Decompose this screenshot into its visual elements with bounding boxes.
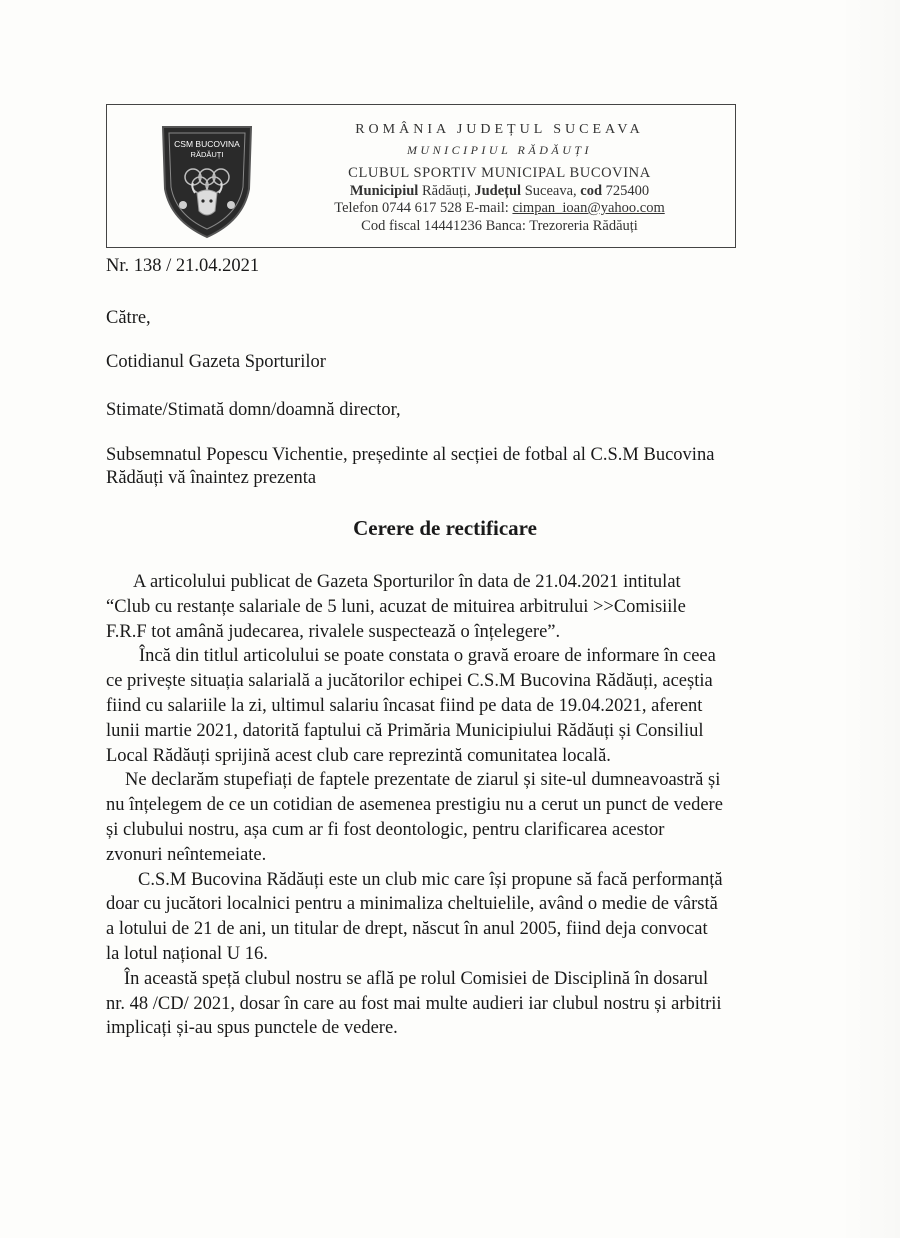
paper-edge-shadow	[840, 0, 900, 1238]
body-line: nr. 48 /CD/ 2021, dosar în care au fost mai multe audieri iar clubul nostru și arbitrii	[106, 993, 722, 1014]
crest-line-1: CSM BUCOVINA	[174, 139, 240, 149]
club-name: CLUBUL SPORTIV MUNICIPAL BUCOVINA	[348, 165, 651, 181]
body-line: zvonuri neîntemeiate.	[106, 844, 267, 865]
body-line: implicați și-au spus punctele de vedere.	[106, 1018, 398, 1039]
body-line: a lotului de 21 de ani, un titular de drept, născut în anul 2005, fiind deja convocat	[106, 919, 708, 940]
body-line: și clubului nostru, așa cum ar fi fost deontologic, pentru clarificarea acestor	[106, 819, 665, 840]
body-line: fiind cu salariile la zi, ultimul salariu încasat fiind pe data de 19.04.2021, aferent	[106, 695, 703, 716]
document-title: Cerere de rectificare	[353, 516, 537, 540]
municipality-line: MUNICIPIUL RĂDĂUȚI	[406, 143, 593, 157]
body-line: nu înțelegem de ce un cotidian de asemenea prestigiu nu a cerut un punct de vedere	[106, 795, 723, 816]
club-crest-logo	[157, 119, 257, 241]
country-line: ROMÂNIA JUDEȚUL SUCEAVA	[355, 122, 644, 137]
fiscal-line: Cod fiscal 14441236 Banca: Trezoreria Rădăuți	[361, 217, 638, 234]
intro-line-2: Rădăuți vă înaintez prezenta	[106, 468, 317, 488]
body-line: ce privește situația salarială a jucătorilor echipei C.S.M Bucovina Rădăuți, aceștia	[106, 671, 713, 692]
municipiul-label: Municipiul	[349, 182, 419, 199]
contact-line	[277, 201, 722, 216]
address-line	[277, 184, 722, 199]
recipient-name: Cotidianul Gazeta Sporturilor	[106, 352, 326, 372]
email-link[interactable]: cimpan_ioan@yahoo.com	[512, 200, 665, 216]
body-line: Ne declarăm stupefiați de faptele prezentate de ziarul și site-ul dumneavoastră și	[125, 770, 721, 791]
body-line: C.S.M Bucovina Rădăuți este un club mic care își propune să facă performanță	[138, 869, 723, 890]
address-city: Rădăuți,	[421, 182, 471, 199]
club-crest-icon	[157, 119, 257, 241]
body-line: lunii martie 2021, datorită faptului că Primăria Municipiului Rădăuți și Consiliul	[106, 720, 704, 741]
document-body	[106, 570, 806, 1041]
salutation: Stimate/Stimată domn/doamnă director,	[106, 400, 401, 420]
body-line: Încă din titlul articolului se poate constata o gravă eroare de informare în ceea	[139, 646, 716, 667]
intro-line-1: Subsemnatul Popescu Vichentie, președinte al secției de fotbal al C.S.M Bucovina	[106, 445, 715, 465]
letterhead-box	[106, 104, 736, 248]
body-line: În această speță clubul nostru se află pe rolul Comisiei de Disciplină în dosarul	[124, 968, 709, 989]
document-number: Nr. 138 / 21.04.2021	[106, 256, 260, 276]
judet-label: Județul	[474, 182, 522, 199]
address-county: Suceava,	[524, 182, 577, 199]
phone-text: Telefon 0744 617 528 E-mail:	[334, 200, 509, 216]
body-line: “Club cu restanțe salariale de 5 luni, acuzat de mituirea arbitrului >>Comisiile	[106, 596, 686, 617]
addressee-label: Către,	[106, 308, 151, 328]
body-line: A articolului publicat de Gazeta Sporturilor în data de 21.04.2021 intitulat	[133, 572, 681, 592]
crest-line-2: RĂDĂUȚI	[190, 150, 224, 159]
body-line: F.R.F tot amână judecarea, rivalele suspectează o înțelegere”.	[106, 621, 561, 642]
body-line: doar cu jucători localnici pentru a minimaliza cheltuielile, având o medie de vârstă	[106, 894, 718, 915]
postal-code: 725400	[605, 182, 650, 199]
letterhead-text	[277, 119, 722, 233]
body-line: Local Rădăuți sprijină acest club care reprezintă comunitatea locală.	[106, 745, 611, 766]
cod-label: cod	[580, 182, 603, 199]
body-line: la lotul național U 16.	[106, 943, 268, 964]
